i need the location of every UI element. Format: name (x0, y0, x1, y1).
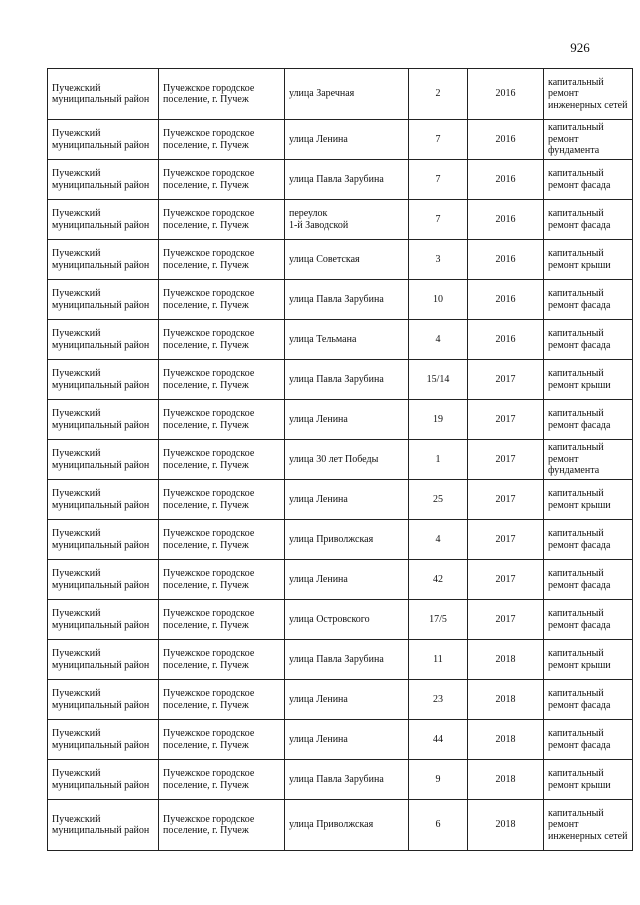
district-cell: Пучежский муниципальный район (48, 200, 159, 240)
house-number-cell: 1 (409, 440, 468, 480)
year-cell: 2017 (468, 520, 544, 560)
district-cell: Пучежский муниципальный район (48, 400, 159, 440)
district-cell: Пучежский муниципальный район (48, 640, 159, 680)
settlement-cell: Пучежское городское поселение, г. Пучеж (159, 240, 285, 280)
house-number-cell: 10 (409, 280, 468, 320)
table-row (48, 320, 633, 360)
year-cell: 2018 (468, 720, 544, 760)
year-cell: 2017 (468, 360, 544, 400)
district-cell: Пучежский муниципальный район (48, 600, 159, 640)
street-cell: улица Приволжская (285, 800, 409, 851)
district-cell: Пучежский муниципальный район (48, 760, 159, 800)
year-cell: 2016 (468, 160, 544, 200)
settlement-cell: Пучежское городское поселение, г. Пучеж (159, 720, 285, 760)
table-row (48, 480, 633, 520)
street-cell: улица Ленина (285, 480, 409, 520)
house-number-cell: 19 (409, 400, 468, 440)
street-cell: улица Павла Зарубина (285, 280, 409, 320)
table-row (48, 680, 633, 720)
settlement-cell: Пучежское городское поселение, г. Пучеж (159, 760, 285, 800)
street-cell: улица Павла Зарубина (285, 360, 409, 400)
settlement-cell: Пучежское городское поселение, г. Пучеж (159, 680, 285, 720)
district-cell: Пучежский муниципальный район (48, 320, 159, 360)
district-cell: Пучежский муниципальный район (48, 480, 159, 520)
work-type-cell: капитальный ремонт фасада (544, 280, 633, 320)
work-type-cell: капитальный ремонт крыши (544, 480, 633, 520)
settlement-cell: Пучежское городское поселение, г. Пучеж (159, 360, 285, 400)
year-cell: 2017 (468, 440, 544, 480)
table-row (48, 720, 633, 760)
year-cell: 2018 (468, 800, 544, 851)
settlement-cell: Пучежское городское поселение, г. Пучеж (159, 440, 285, 480)
street-cell: улица Тельмана (285, 320, 409, 360)
house-number-cell: 17/5 (409, 600, 468, 640)
settlement-cell: Пучежское городское поселение, г. Пучеж (159, 520, 285, 560)
table-row (48, 560, 633, 600)
district-cell: Пучежский муниципальный район (48, 520, 159, 560)
street-cell: улица Ленина (285, 560, 409, 600)
street-cell: улица Островского (285, 600, 409, 640)
table-row (48, 200, 633, 240)
work-type-cell: капитальный ремонт крыши (544, 760, 633, 800)
street-cell: улица Павла Зарубина (285, 160, 409, 200)
year-cell: 2016 (468, 69, 544, 120)
table-row (48, 240, 633, 280)
street-cell: улица Советская (285, 240, 409, 280)
year-cell: 2016 (468, 280, 544, 320)
table-row (48, 440, 633, 480)
street-cell: улица Ленина (285, 680, 409, 720)
work-type-cell: капитальный ремонт крыши (544, 360, 633, 400)
table-row (48, 400, 633, 440)
house-number-cell: 3 (409, 240, 468, 280)
street-cell: улица Ленина (285, 120, 409, 160)
house-number-cell: 25 (409, 480, 468, 520)
work-type-cell: капитальный ремонт фасада (544, 680, 633, 720)
work-type-cell: капитальный ремонт фундамента (544, 440, 633, 480)
work-type-cell: капитальный ремонт инженерных сетей (544, 800, 633, 851)
street-cell: улица 30 лет Победы (285, 440, 409, 480)
street-cell: улица Приволжская (285, 520, 409, 560)
table-row (48, 120, 633, 160)
district-cell: Пучежский муниципальный район (48, 240, 159, 280)
work-type-cell: капитальный ремонт фасада (544, 400, 633, 440)
table-row (48, 800, 633, 851)
table-row (48, 640, 633, 680)
settlement-cell: Пучежское городское поселение, г. Пучеж (159, 480, 285, 520)
work-type-cell: капитальный ремонт фасада (544, 720, 633, 760)
year-cell: 2018 (468, 680, 544, 720)
year-cell: 2016 (468, 120, 544, 160)
work-type-cell: капитальный ремонт фасада (544, 160, 633, 200)
street-cell: улица Ленина (285, 400, 409, 440)
settlement-cell: Пучежское городское поселение, г. Пучеж (159, 400, 285, 440)
work-type-cell: капитальный ремонт крыши (544, 640, 633, 680)
house-number-cell: 42 (409, 560, 468, 600)
settlement-cell: Пучежское городское поселение, г. Пучеж (159, 320, 285, 360)
settlement-cell: Пучежское городское поселение, г. Пучеж (159, 160, 285, 200)
house-number-cell: 4 (409, 320, 468, 360)
year-cell: 2017 (468, 560, 544, 600)
work-type-cell: капитальный ремонт фасада (544, 560, 633, 600)
table-row (48, 600, 633, 640)
settlement-cell: Пучежское городское поселение, г. Пучеж (159, 600, 285, 640)
work-type-cell: капитальный ремонт фасада (544, 520, 633, 560)
district-cell: Пучежский муниципальный район (48, 560, 159, 600)
table-row (48, 69, 633, 120)
settlement-cell: Пучежское городское поселение, г. Пучеж (159, 560, 285, 600)
table-row (48, 360, 633, 400)
house-number-cell: 9 (409, 760, 468, 800)
district-cell: Пучежский муниципальный район (48, 360, 159, 400)
year-cell: 2016 (468, 320, 544, 360)
house-number-cell: 4 (409, 520, 468, 560)
settlement-cell: Пучежское городское поселение, г. Пучеж (159, 800, 285, 851)
house-number-cell: 6 (409, 800, 468, 851)
district-cell: Пучежский муниципальный район (48, 69, 159, 120)
repair-registry-table (47, 68, 633, 851)
work-type-cell: капитальный ремонт фундамента (544, 120, 633, 160)
settlement-cell: Пучежское городское поселение, г. Пучеж (159, 640, 285, 680)
table-row (48, 160, 633, 200)
settlement-cell: Пучежское городское поселение, г. Пучеж (159, 280, 285, 320)
house-number-cell: 7 (409, 160, 468, 200)
house-number-cell: 7 (409, 200, 468, 240)
page-number: 926 (570, 40, 590, 55)
street-cell: улица Павла Зарубина (285, 760, 409, 800)
house-number-cell: 11 (409, 640, 468, 680)
year-cell: 2018 (468, 640, 544, 680)
street-cell: улица Заречная (285, 69, 409, 120)
year-cell: 2016 (468, 200, 544, 240)
settlement-cell: Пучежское городское поселение, г. Пучеж (159, 200, 285, 240)
work-type-cell: капитальный ремонт фасада (544, 600, 633, 640)
district-cell: Пучежский муниципальный район (48, 280, 159, 320)
year-cell: 2017 (468, 480, 544, 520)
district-cell: Пучежский муниципальный район (48, 440, 159, 480)
work-type-cell: капитальный ремонт фасада (544, 200, 633, 240)
year-cell: 2016 (468, 240, 544, 280)
work-type-cell: капитальный ремонт фасада (544, 320, 633, 360)
street-cell: улица Ленина (285, 720, 409, 760)
district-cell: Пучежский муниципальный район (48, 120, 159, 160)
work-type-cell: капитальный ремонт инженерных сетей (544, 69, 633, 120)
house-number-cell: 15/14 (409, 360, 468, 400)
table-row (48, 280, 633, 320)
settlement-cell: Пучежское городское поселение, г. Пучеж (159, 69, 285, 120)
street-cell: улица Павла Зарубина (285, 640, 409, 680)
district-cell: Пучежский муниципальный район (48, 720, 159, 760)
table-row (48, 520, 633, 560)
district-cell: Пучежский муниципальный район (48, 680, 159, 720)
year-cell: 2017 (468, 600, 544, 640)
district-cell: Пучежский муниципальный район (48, 160, 159, 200)
table-row (48, 760, 633, 800)
settlement-cell: Пучежское городское поселение, г. Пучеж (159, 120, 285, 160)
year-cell: 2017 (468, 400, 544, 440)
work-type-cell: капитальный ремонт крыши (544, 240, 633, 280)
district-cell: Пучежский муниципальный район (48, 800, 159, 851)
house-number-cell: 2 (409, 69, 468, 120)
street-cell: переулок 1-й Заводской (285, 200, 409, 240)
year-cell: 2018 (468, 760, 544, 800)
house-number-cell: 23 (409, 680, 468, 720)
house-number-cell: 44 (409, 720, 468, 760)
house-number-cell: 7 (409, 120, 468, 160)
